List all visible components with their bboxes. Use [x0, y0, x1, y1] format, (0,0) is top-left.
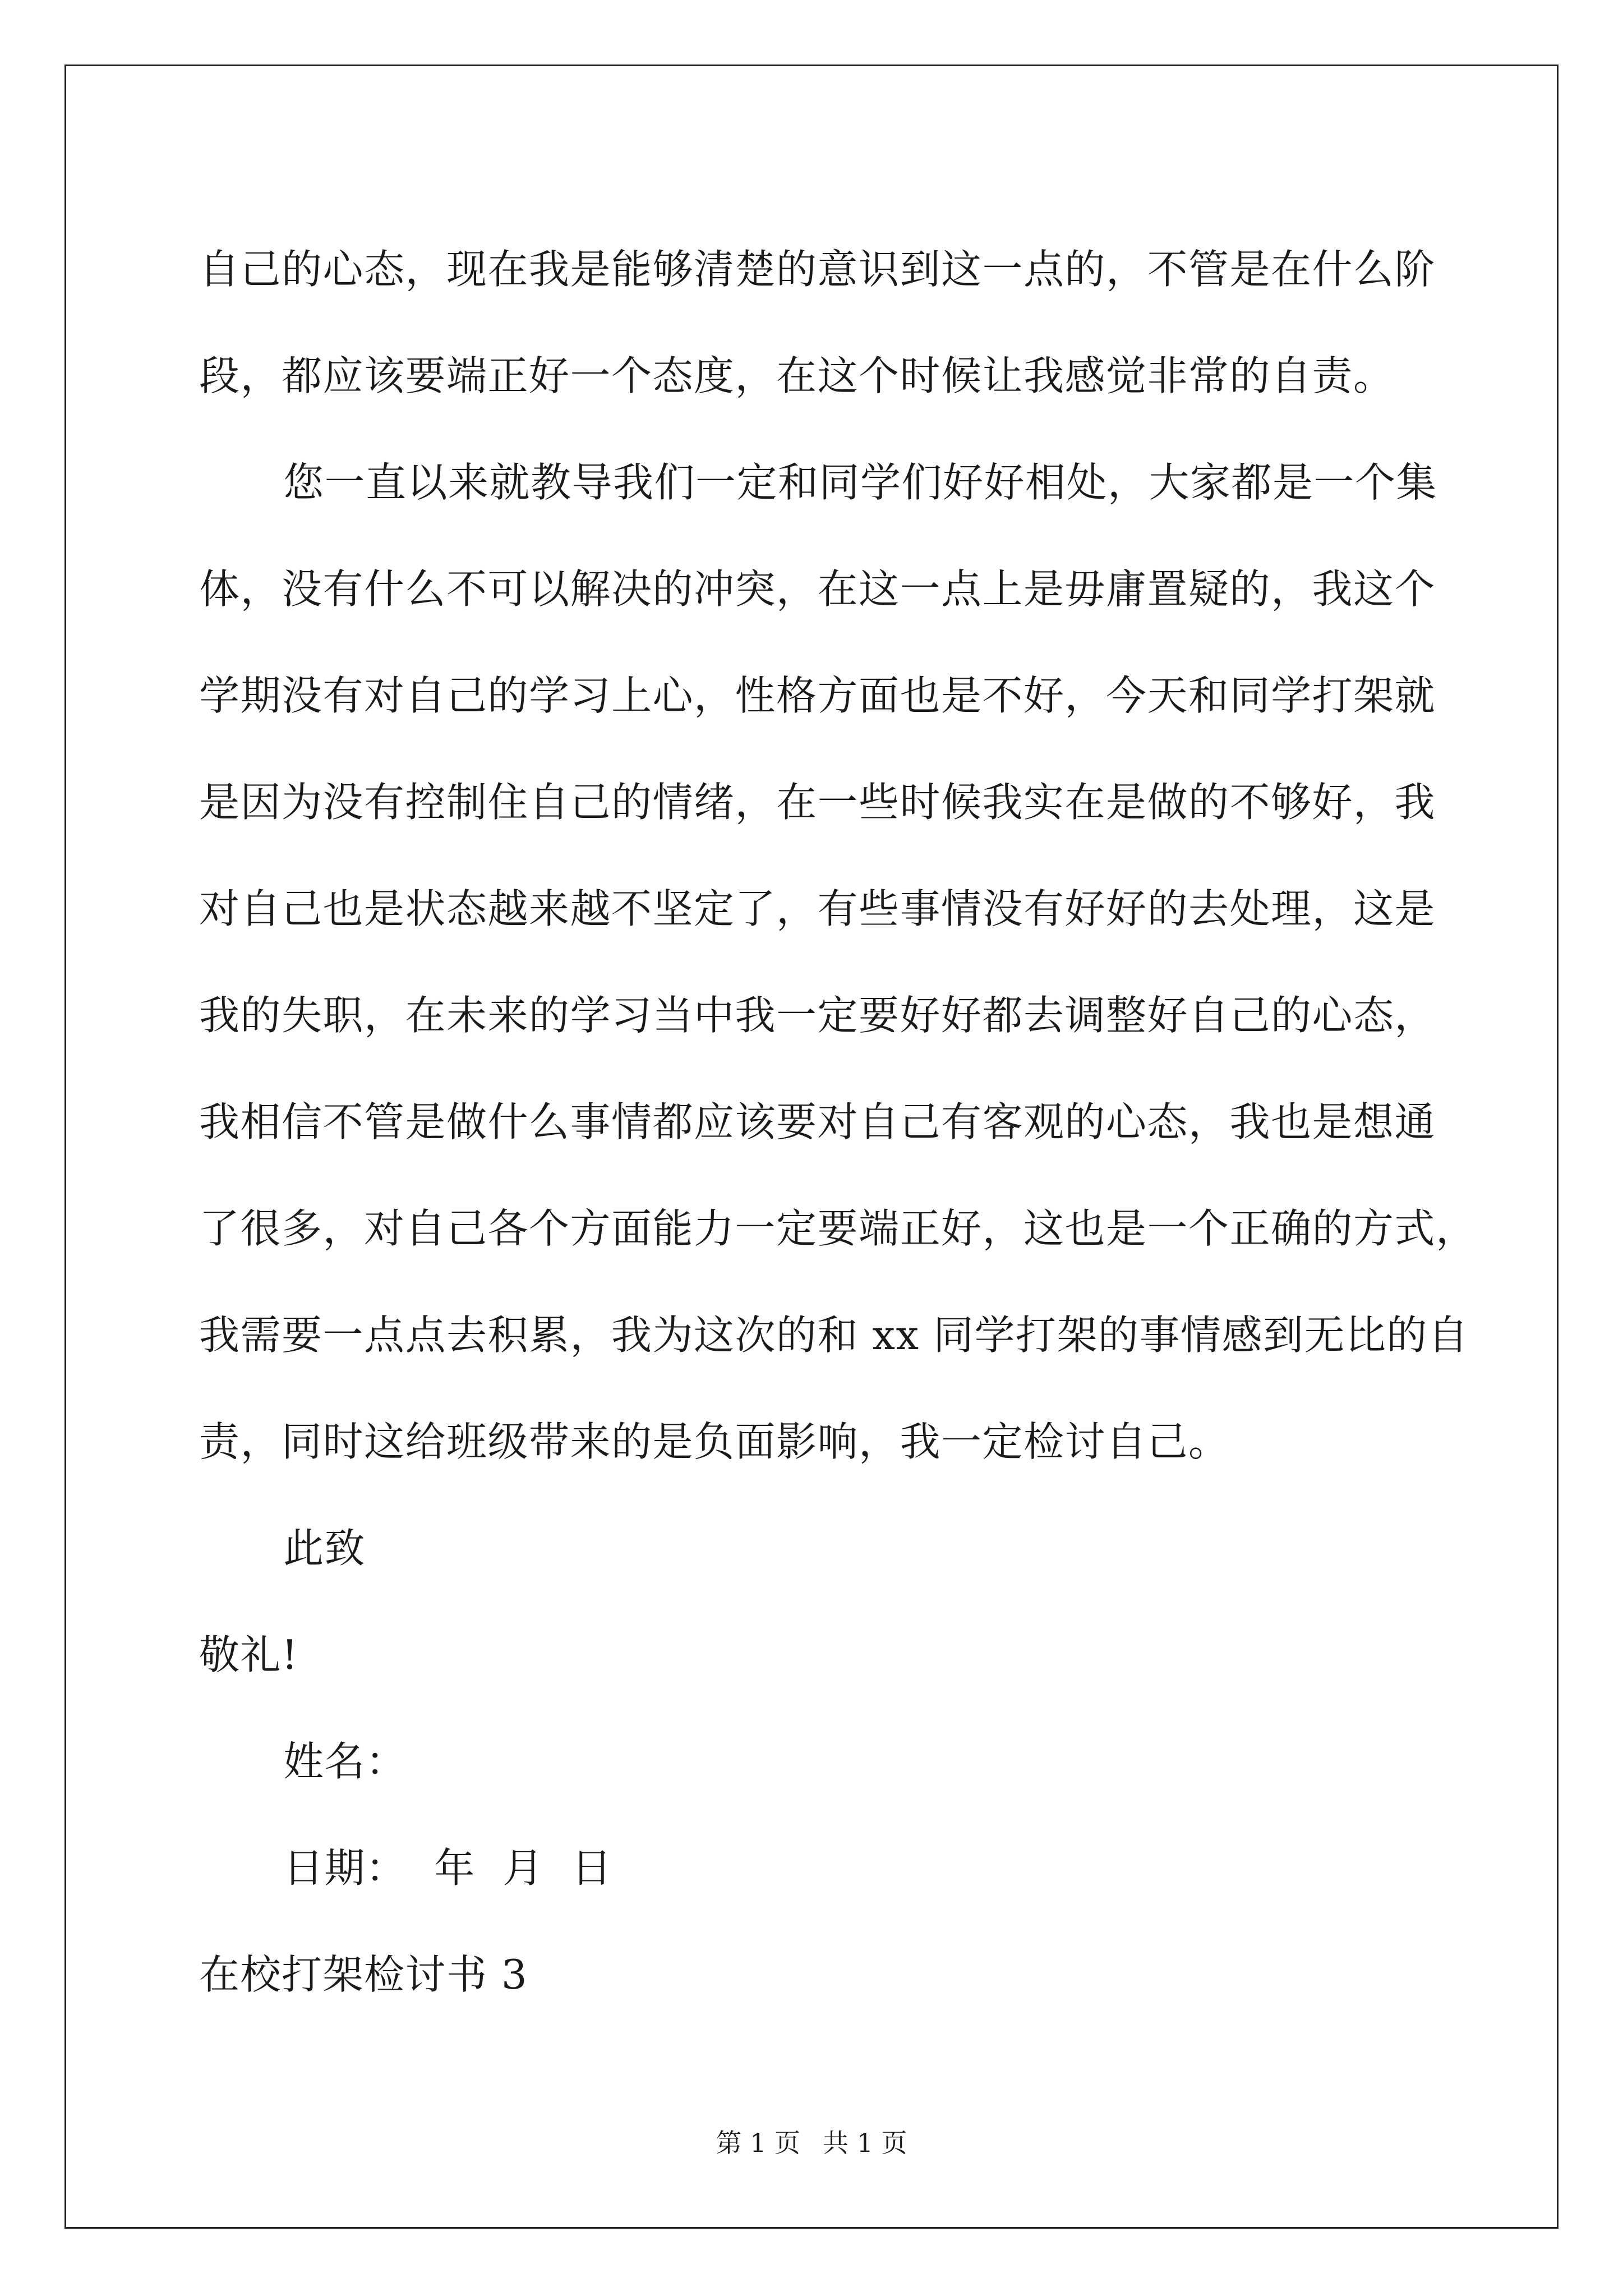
- next-section-title: 在校打架检讨书 3: [199, 1951, 528, 1998]
- text-line: 段，都应该要端正好一个态度，在这个时候让我感觉非常的自责。: [199, 352, 1395, 399]
- closing-salutation: 此致: [283, 1525, 366, 1572]
- signature-name-field: 姓名：: [283, 1738, 407, 1785]
- text-line: 了很多，对自己各个方面能力一定要端正好，这也是一个正确的方式，: [199, 1205, 1477, 1252]
- text-line: 责，同时这给班级带来的是负面影响，我一定检讨自己。: [199, 1418, 1230, 1465]
- text-line: 我的失职，在未来的学习当中我一定要好好都去调整好自己的心态，: [199, 992, 1436, 1039]
- signature-date-field: 日期： 年 月 日: [283, 1844, 613, 1892]
- text-line: 学期没有对自己的学习上心，性格方面也是不好，今天和同学打架就: [199, 672, 1436, 719]
- text-line: 自己的心态，现在我是能够清楚的意识到这一点的，不管是在什么阶: [199, 246, 1436, 293]
- text-line: 我相信不管是做什么事情都应该要对自己有客观的心态，我也是想通: [199, 1098, 1436, 1145]
- text-line: 对自己也是状态越来越不坚定了，有些事情没有好好的去处理，这是: [199, 885, 1436, 932]
- page-total: 共 1 页: [823, 2128, 907, 2158]
- page-number: 第 1 页: [716, 2128, 800, 2158]
- text-line: 体，没有什么不可以解决的冲突，在这一点上是毋庸置疑的，我这个: [199, 565, 1436, 613]
- document-body: [199, 216, 1477, 2028]
- page-footer: [0, 2126, 1623, 2160]
- closing-regards: 敬礼!: [199, 1631, 299, 1678]
- text-line: 您一直以来就教导我们一定和同学们好好相处，大家都是一个集: [283, 459, 1438, 506]
- text-line: 我需要一点点去积累，我为这次的和 xx 同学打架的事情感到无比的自: [199, 1312, 1469, 1359]
- text-line: 是因为没有控制住自己的情绪，在一些时候我实在是做的不够好，我: [199, 779, 1436, 826]
